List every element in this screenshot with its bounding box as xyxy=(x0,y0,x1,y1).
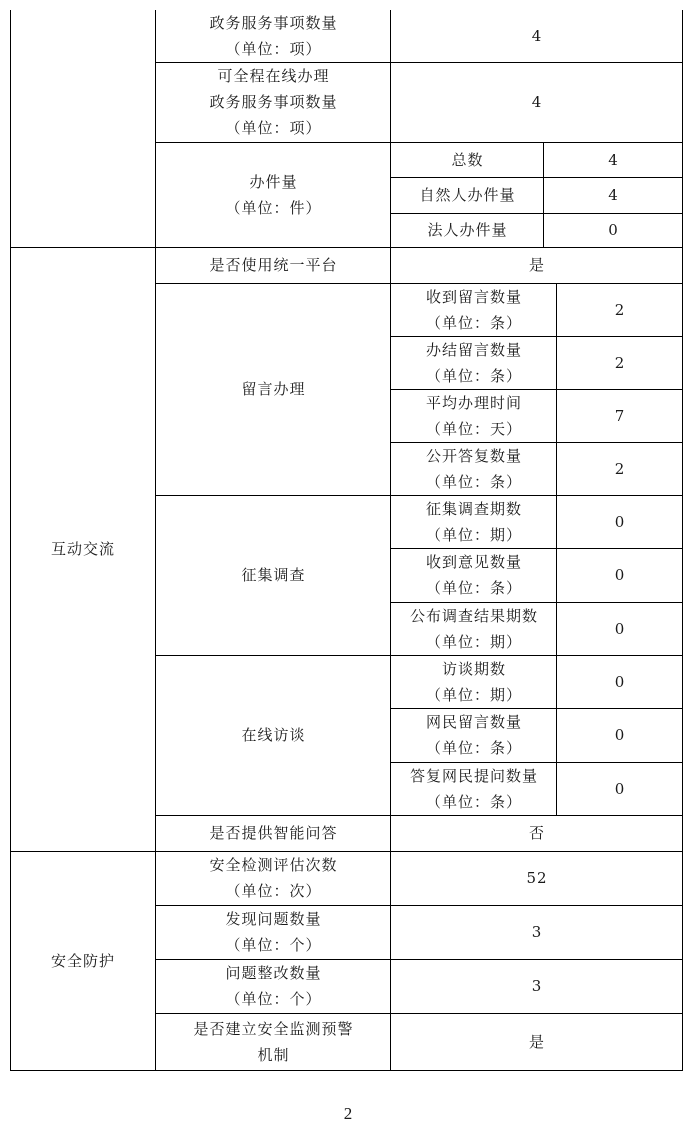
interview-row-value: 0 xyxy=(614,726,626,744)
statistics-table xyxy=(10,10,683,1071)
row-divider xyxy=(156,142,683,143)
security-row-value: 3 xyxy=(531,977,543,995)
volume-legal-label: 法人办件量 xyxy=(427,221,508,239)
messages-row-label: 公开答复数量 （单位：条） xyxy=(425,446,522,491)
survey-group-label: 征集调查 xyxy=(241,566,306,584)
survey-row-value: 0 xyxy=(614,619,626,638)
messages-row-value: 2 xyxy=(614,353,626,372)
volume-total-value: 4 xyxy=(608,150,619,169)
volume-natural-value: 4 xyxy=(608,186,619,204)
unified-platform-label: 是否使用统一平台 xyxy=(209,256,338,274)
row-divider xyxy=(156,495,683,496)
survey-row-value: 0 xyxy=(614,512,626,531)
online-items-label: 可全程在线办理 政务服务事项数量 （单位：项） xyxy=(209,67,338,137)
row-divider xyxy=(391,442,683,443)
volume-total-label: 总数 xyxy=(451,150,484,169)
interaction-category: 互动交流 xyxy=(50,540,115,558)
security-row-label: 问题整改数量 （单位：个） xyxy=(225,964,322,1008)
table-border-right xyxy=(682,10,683,1071)
row-divider xyxy=(391,602,683,603)
column-divider xyxy=(543,142,544,247)
row-divider xyxy=(391,708,683,709)
table-border-bottom xyxy=(10,1070,683,1071)
survey-row-value: 0 xyxy=(614,566,626,584)
table-border-left xyxy=(10,10,11,1071)
interview-group-label: 在线访谈 xyxy=(241,726,306,744)
row-divider xyxy=(156,905,683,906)
interview-row-value: 0 xyxy=(614,672,626,691)
smart-qa-label: 是否提供智能问答 xyxy=(209,824,338,842)
volume-legal-value: 0 xyxy=(608,221,619,239)
messages-group-label: 留言办理 xyxy=(241,380,306,398)
messages-row-label: 办结留言数量 （单位：条） xyxy=(425,340,522,385)
interview-row-label: 访谈期数 （单位：期） xyxy=(425,659,522,704)
service-items-label: 政务服务事项数量 （单位：项） xyxy=(209,14,338,58)
online-items-value: 4 xyxy=(531,93,543,111)
row-divider xyxy=(391,762,683,763)
row-divider xyxy=(10,247,683,248)
service-items-value: 4 xyxy=(531,27,543,45)
row-divider xyxy=(10,851,683,852)
interview-row-value: 0 xyxy=(614,779,626,798)
row-divider xyxy=(156,655,683,656)
security-row-value: 3 xyxy=(531,923,543,941)
unified-platform-value: 是 xyxy=(528,256,545,274)
column-divider xyxy=(155,10,156,1071)
messages-row-value: 7 xyxy=(614,406,626,425)
row-divider xyxy=(391,213,683,214)
column-divider xyxy=(556,283,557,815)
security-row-label: 是否建立安全监测预警 机制 xyxy=(193,1020,354,1064)
row-divider xyxy=(156,815,683,816)
messages-row-label: 平均办理时间 （单位：天） xyxy=(425,393,522,438)
volume-label: 办件量 （单位：件） xyxy=(225,172,322,217)
interview-row-label: 答复网民提问数量 （单位：条） xyxy=(409,766,538,811)
messages-row-label: 收到留言数量 （单位：条） xyxy=(425,287,522,332)
row-divider xyxy=(391,548,683,549)
interview-row-label: 网民留言数量 （单位：条） xyxy=(425,713,522,757)
survey-row-label: 收到意见数量 （单位：条） xyxy=(425,553,522,597)
smart-qa-value: 否 xyxy=(528,824,545,842)
row-divider xyxy=(391,336,683,337)
row-divider xyxy=(391,177,683,178)
volume-natural-label: 自然人办件量 xyxy=(419,186,516,204)
survey-row-label: 公布调查结果期数 （单位：期） xyxy=(409,606,538,651)
security-row-label: 发现问题数量 （单位：个） xyxy=(225,910,322,954)
row-divider xyxy=(391,389,683,390)
row-divider xyxy=(156,62,683,63)
security-row-value: 52 xyxy=(526,869,548,887)
column-divider xyxy=(390,10,391,1071)
row-divider xyxy=(156,283,683,284)
security-category: 安全防护 xyxy=(50,952,115,970)
messages-row-value: 2 xyxy=(614,300,626,319)
security-row-label: 安全检测评估次数 （单位：次） xyxy=(209,856,338,900)
page-number: 2 xyxy=(343,1104,353,1123)
row-divider xyxy=(156,1013,683,1014)
security-row-value: 是 xyxy=(528,1033,545,1051)
survey-row-label: 征集调查期数 （单位：期） xyxy=(425,499,522,544)
messages-row-value: 2 xyxy=(614,459,626,478)
row-divider xyxy=(156,959,683,960)
